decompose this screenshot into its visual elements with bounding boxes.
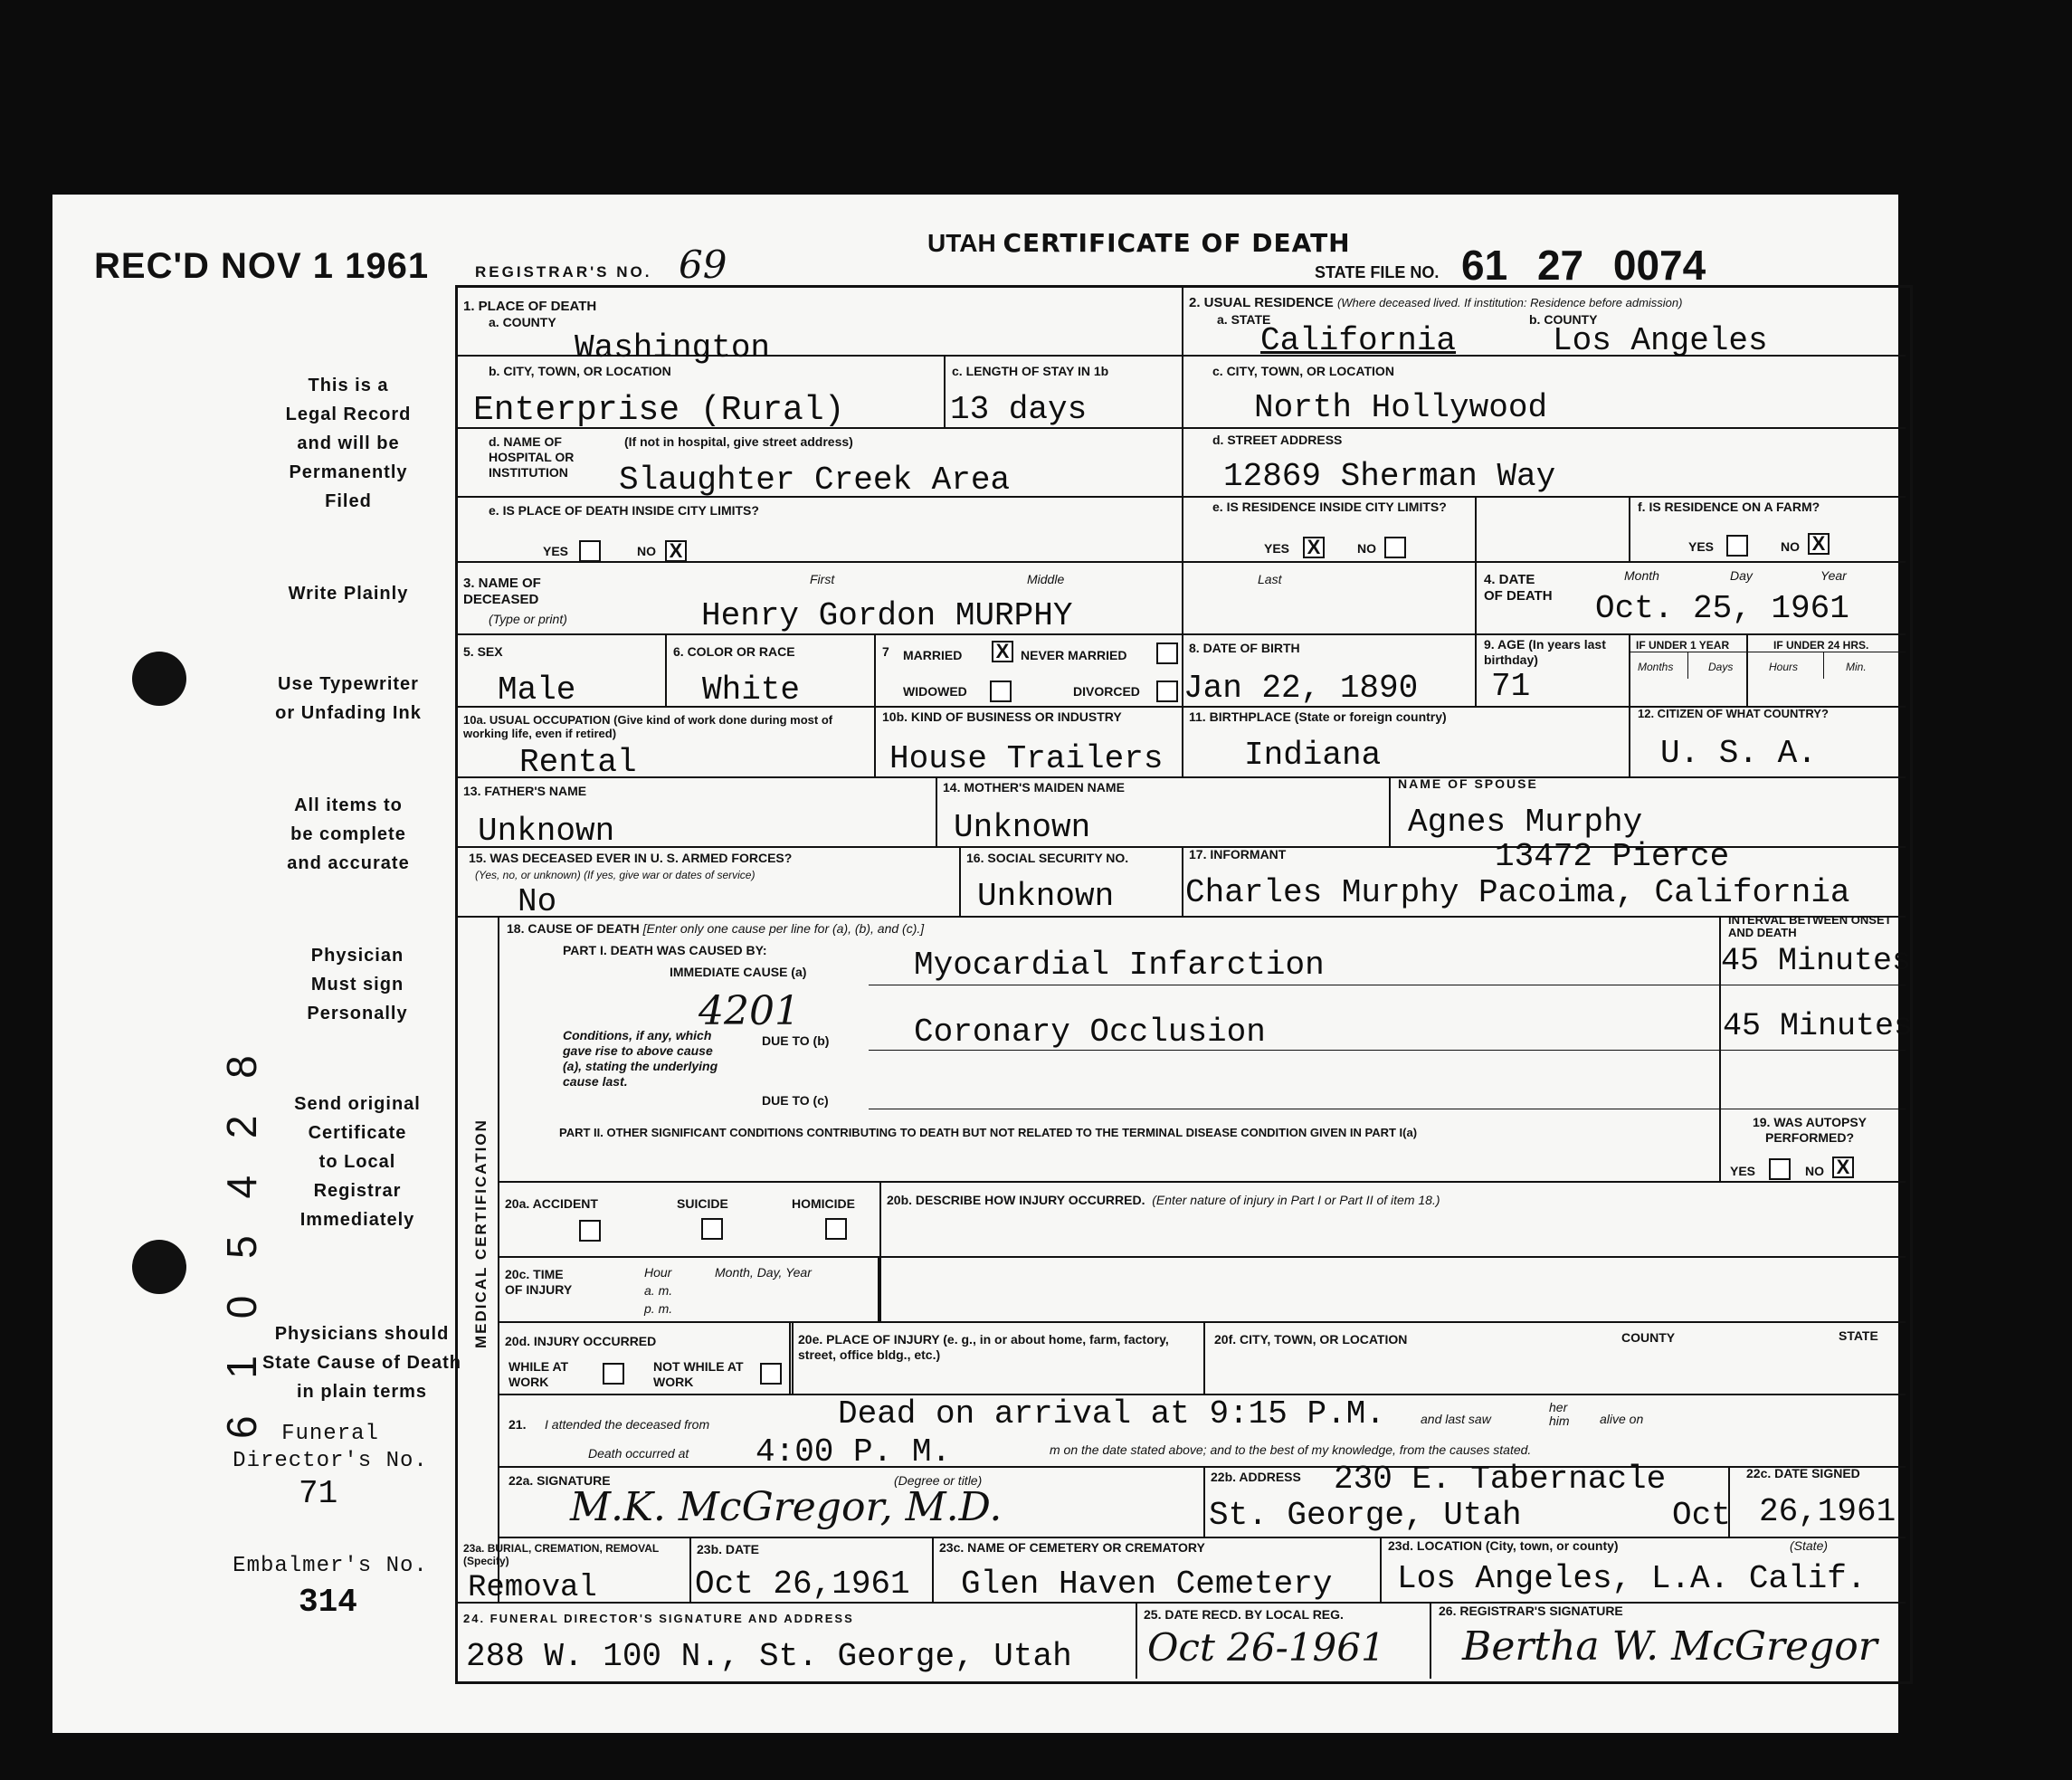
death-county-value: Washington — [575, 329, 771, 366]
registrar-signature: Bertha W. McGregor — [1462, 1623, 1877, 1670]
injury-city-label: 20f. CITY, TOWN, OR LOCATION — [1214, 1332, 1408, 1347]
death-yes-label: YES — [543, 544, 569, 558]
age-value: 71 — [1491, 668, 1531, 705]
embalmer-label: Embalmer's No. — [233, 1554, 428, 1578]
due-to-b-value: Coronary Occlusion — [914, 1014, 1266, 1051]
hours-label: Hours — [1769, 661, 1799, 673]
month-day-year-label: Month, Day, Year — [715, 1265, 812, 1280]
never-married-checkbox[interactable] — [1156, 643, 1178, 664]
interval-a-value: 45 Minutes — [1721, 943, 1912, 979]
location-state-label: (State) — [1790, 1538, 1829, 1553]
accident-label: 20a. ACCIDENT — [505, 1196, 598, 1211]
vertical-file-number: 6 1 0 5 4 2 8 — [218, 1042, 265, 1439]
punch-hole — [132, 1240, 186, 1294]
informant-value: Charles Murphy Pacoima, California — [1185, 874, 1850, 911]
place-of-death-title: 1. PLACE OF DEATH — [463, 299, 597, 314]
mother-name-label: 14. MOTHER'S MAIDEN NAME — [943, 780, 1125, 795]
armed-forces-sub: (Yes, no, or unknown) (If yes, give war or dates of service) — [475, 869, 756, 881]
suicide-label: SUICIDE — [677, 1196, 728, 1211]
location-label: 23d. LOCATION (City, town, or county) — [1388, 1538, 1619, 1553]
funeral-director-address: 288 W. 100 N., St. George, Utah — [466, 1638, 1072, 1675]
race-value: White — [702, 671, 801, 709]
funeral-director-label: Funeral Director's No. — [233, 1422, 428, 1473]
residence-county-value: Los Angeles — [1553, 322, 1768, 359]
accident-checkbox[interactable] — [579, 1220, 601, 1242]
farm-no-checkbox[interactable]: X — [1808, 533, 1830, 555]
occupation-label: 10a. USUAL OCCUPATION (Give kind of work done during most of working life, even if retired) — [463, 713, 833, 740]
side-note-write-plainly: Write Plainly — [288, 584, 409, 604]
death-occurred-value: 4:00 P. M. — [756, 1433, 952, 1471]
immediate-cause-value: Myocardial Infarction — [914, 947, 1325, 984]
middle-label: Middle — [1027, 572, 1065, 586]
father-name-label: 13. FATHER'S NAME — [463, 784, 587, 798]
disposition-label: 23a. BURIAL, CREMATION, REMOVAL (Specify) — [463, 1542, 660, 1567]
death-month-label: Month — [1624, 568, 1659, 583]
attended-label: I attended the deceased from — [545, 1417, 710, 1432]
county-label: a. COUNTY — [489, 315, 556, 329]
informant-label: 17. INFORMANT — [1189, 847, 1287, 861]
registrar-label: REGISTRAR'S NO. — [475, 263, 652, 281]
residence-yes-label: YES — [1264, 541, 1290, 556]
never-married-label: NEVER MARRIED — [1021, 648, 1127, 662]
citizen-label: 12. CITIZEN OF WHAT COUNTRY? — [1638, 707, 1829, 720]
months-label: Months — [1638, 661, 1674, 673]
date-signed-label: 22c. DATE SIGNED — [1746, 1466, 1860, 1480]
alive-on-label: alive on — [1600, 1412, 1644, 1426]
injury-occurred-label: 20d. INJURY OCCURRED — [505, 1334, 657, 1348]
autopsy-no-checkbox[interactable]: X — [1832, 1157, 1854, 1178]
farm-yes-label: YES — [1688, 539, 1715, 554]
residence-city-label: c. CITY, TOWN, OR LOCATION — [1212, 364, 1394, 378]
married-label: MARRIED — [903, 648, 963, 662]
divorced-label: DIVORCED — [1073, 684, 1140, 699]
autopsy-label: 19. WAS AUTOPSY PERFORMED? — [1752, 1115, 1868, 1145]
registrar-number: 69 — [679, 243, 727, 287]
not-while-at-work-label: NOT WHILE AT WORK — [653, 1359, 744, 1389]
hospital-note: (If not in hospital, give street address) — [624, 434, 853, 449]
disposition-date-label: 23b. DATE — [697, 1542, 759, 1556]
first-label: First — [810, 572, 835, 586]
death-city-value: Enterprise (Rural) — [473, 391, 845, 430]
side-note-physicians-should: Physicians should State Cause of Death in plain terms — [261, 1324, 462, 1402]
location-value: Los Angeles, L.A. Calif. — [1397, 1560, 1867, 1597]
citizen-value: U. S. A. — [1660, 735, 1817, 772]
under-one-year-label: IF UNDER 1 YEAR — [1636, 639, 1730, 652]
am-label: a. m. — [644, 1283, 673, 1298]
ssn-value: Unknown — [977, 878, 1115, 915]
deceased-name-value: Henry Gordon MURPHY — [701, 597, 1073, 634]
residence-state-label: a. STATE — [1217, 312, 1271, 327]
residence-no-label: NO — [1357, 541, 1376, 556]
days-label: Days — [1708, 661, 1734, 673]
divorced-checkbox[interactable] — [1156, 681, 1178, 702]
residence-inside-yes-checkbox[interactable]: X — [1303, 537, 1325, 558]
embalmer-number: 314 — [299, 1584, 357, 1621]
injury-description-label: 20b. DESCRIBE HOW INJURY OCCURRED. (Enter nature of injury in Part I or Part II of item 18.) — [887, 1193, 1440, 1207]
industry-value: House Trailers — [889, 740, 1164, 777]
deceased-name-label: 3. NAME OF DECEASED — [463, 576, 541, 607]
autopsy-no-label: NO — [1805, 1164, 1824, 1178]
interval-label: INTERVAL BETWEEN ONSET AND DEATH — [1728, 913, 1892, 939]
physician-signature: M.K. McGregor, M.D. — [570, 1484, 1003, 1530]
date-received-label: 25. DATE RECD. BY LOCAL REG. — [1144, 1607, 1344, 1622]
homicide-label: HOMICIDE — [792, 1196, 855, 1211]
hospital-label: d. NAME OF HOSPITAL OR INSTITUTION — [489, 434, 575, 480]
place-of-injury-label: 20e. PLACE OF INJURY (e. g., in or about home, farm, factory, street, office bldg., etc.) — [798, 1332, 1169, 1362]
deceased-name-sub: (Type or print) — [489, 612, 567, 626]
farm-label: f. IS RESIDENCE ON A FARM? — [1638, 500, 1820, 514]
state-file-number: 61 27 0074 — [1461, 242, 1706, 289]
date-of-death-value: Oct. 25, 1961 — [1595, 590, 1849, 627]
attended-value: Dead on arrival at 9:15 P.M. — [838, 1395, 1385, 1433]
title-prefix: UTAH — [927, 229, 996, 257]
autopsy-yes-checkbox[interactable] — [1769, 1158, 1791, 1180]
date-signed-value: 26,1961 — [1759, 1493, 1896, 1530]
cemetery-label: 23c. NAME OF CEMETERY OR CREMATORY — [939, 1540, 1205, 1555]
birthplace-value: Indiana — [1244, 737, 1382, 774]
immediate-cause-label: IMMEDIATE CAUSE (a) — [670, 965, 807, 979]
sex-value: Male — [498, 671, 576, 709]
street-label: d. STREET ADDRESS — [1212, 433, 1343, 447]
farm-yes-checkbox[interactable] — [1726, 535, 1748, 557]
not-at-work-checkbox[interactable] — [760, 1363, 782, 1385]
ssn-label: 16. SOCIAL SECURITY NO. — [966, 851, 1129, 865]
side-note-typewriter: Use Typewriter or Unfading Ink — [275, 674, 422, 723]
degree-label: (Degree or title) — [894, 1473, 983, 1488]
mother-name-value: Unknown — [954, 809, 1091, 846]
armed-forces-value: No — [518, 883, 557, 920]
death-year-label: Year — [1820, 568, 1847, 583]
funeral-director-number: 71 — [299, 1475, 338, 1512]
side-note-all-items: All items to be complete and accurate — [287, 795, 410, 873]
industry-label: 10b. KIND OF BUSINESS OR INDUSTRY — [882, 709, 1122, 724]
certificate-title — [927, 228, 1351, 258]
sex-label: 5. SEX — [463, 644, 503, 659]
residence-city-value: North Hollywood — [1254, 389, 1548, 426]
inside-city-label: e. IS PLACE OF DEATH INSIDE CITY LIMITS? — [489, 503, 759, 518]
side-note-legal: This is a Legal Record and will be Permanently Filed — [285, 376, 412, 511]
age-label: 9. AGE (In years last birthday) — [1484, 637, 1606, 667]
city-label: b. CITY, TOWN, OR LOCATION — [489, 364, 671, 378]
physician-address-line1: 230 E. Tabernacle — [1334, 1461, 1667, 1498]
while-at-work-checkbox[interactable] — [603, 1363, 624, 1385]
side-note-physician: Physician Must sign Personally — [307, 946, 408, 1023]
last-saw-label: and last saw — [1421, 1412, 1491, 1426]
residence-inside-no-checkbox[interactable] — [1384, 537, 1406, 558]
cause-code: 4201 — [699, 988, 800, 1034]
interval-b-value: 45 Minutes — [1723, 1008, 1914, 1044]
physician-signature-label: 22a. SIGNATURE — [508, 1473, 611, 1488]
homicide-checkbox[interactable] — [825, 1218, 847, 1240]
hour-label: Hour — [644, 1265, 672, 1280]
residence-inside-label: e. IS RESIDENCE INSIDE CITY LIMITS? — [1212, 500, 1447, 514]
due-to-b-label: DUE TO (b) — [762, 1033, 830, 1048]
pm-label: p. m. — [644, 1301, 673, 1316]
date-of-death-label: 4. DATE OF DEATH — [1484, 572, 1553, 604]
widowed-label: WIDOWED — [903, 684, 967, 699]
minutes-label: Min. — [1846, 661, 1867, 673]
occupation-value: Rental — [519, 744, 637, 781]
widowed-checkbox[interactable] — [990, 681, 1012, 702]
marital-number: 7 — [882, 644, 889, 659]
hospital-value: Slaughter Creek Area — [619, 462, 1011, 499]
side-note-send-original: Send original Certificate to Local Registrar Immediately — [294, 1094, 421, 1230]
state-file-label: STATE FILE NO. — [1315, 263, 1440, 281]
title-text: CERTIFICATE OF DEATH — [1003, 228, 1351, 258]
race-label: 6. COLOR OR RACE — [673, 644, 795, 659]
last-label: Last — [1258, 572, 1282, 586]
funeral-director-signature-label: 24. FUNERAL DIRECTOR'S SIGNATURE AND ADDRESS — [463, 1612, 854, 1625]
death-inside-yes-checkbox[interactable] — [579, 540, 601, 562]
part-one-label: PART I. DEATH WAS CAUSED BY: — [563, 943, 767, 957]
conditions-label: Conditions, if any, which gave rise to above cause (a), stating the underlying cause last. — [563, 1028, 718, 1089]
death-inside-no-checkbox[interactable]: X — [665, 540, 687, 562]
father-name-value: Unknown — [478, 813, 615, 850]
armed-forces-label: 15. WAS DECEASED EVER IN U. S. ARMED FORCES? — [469, 851, 793, 865]
registrar-signature-label: 26. REGISTRAR'S SIGNATURE — [1439, 1604, 1623, 1618]
physician-address-line2: St. George, Utah — [1209, 1497, 1522, 1534]
injury-state-label: STATE — [1839, 1328, 1878, 1343]
married-checkbox[interactable]: X — [992, 641, 1013, 662]
birthplace-label: 11. BIRTHPLACE (State or foreign country) — [1189, 709, 1447, 724]
under-24-hours-label: IF UNDER 24 HRS. — [1773, 639, 1869, 652]
street-value: 12869 Sherman Way — [1223, 458, 1556, 495]
birth-date-value: Jan 22, 1890 — [1183, 670, 1419, 707]
death-no-label: NO — [637, 544, 656, 558]
while-at-work-label: WHILE AT WORK — [508, 1359, 569, 1389]
part-two-label: PART II. OTHER SIGNIFICANT CONDITIONS CONTRIBUTING TO DEATH BUT NOT RELATED TO THE TERMINAL DISEASE CONDITION GIVEN IN PART I(a) — [559, 1126, 1418, 1139]
informant-address: 13472 Pierce — [1495, 838, 1730, 875]
cause-of-death-label: 18. CAUSE OF DEATH [Enter only one cause per line for (a), (b), and (c).] — [507, 921, 925, 936]
stay-label: c. LENGTH OF STAY IN 1b — [952, 364, 1109, 378]
date-signed-month: Oct — [1672, 1497, 1731, 1534]
due-to-c-label: DUE TO (c) — [762, 1093, 829, 1108]
residence-county-label: b. COUNTY — [1529, 312, 1598, 327]
residence-state-value: California — [1260, 322, 1457, 359]
spouse-label: NAME OF SPOUSE — [1398, 776, 1538, 791]
death-occurred-label: Death occurred at — [588, 1446, 689, 1461]
birth-date-label: 8. DATE OF BIRTH — [1189, 641, 1300, 655]
spouse-value: Agnes Murphy — [1408, 804, 1643, 841]
physician-address-label: 22b. ADDRESS — [1211, 1470, 1301, 1484]
received-stamp: REC'D NOV 1 1961 — [94, 246, 430, 286]
suicide-checkbox[interactable] — [701, 1218, 723, 1240]
time-of-injury-label: 20c. TIME OF INJURY — [505, 1267, 573, 1297]
death-day-label: Day — [1730, 568, 1753, 583]
injury-county-label: COUNTY — [1621, 1330, 1676, 1345]
cemetery-value: Glen Haven Cemetery — [961, 1566, 1333, 1603]
disposition-date-value: Oct 26,1961 — [695, 1566, 910, 1603]
punch-hole — [132, 652, 186, 706]
farm-no-label: NO — [1781, 539, 1800, 554]
usual-residence-title: 2. USUAL RESIDENCE (Where deceased lived. If institution: Residence before admission) — [1189, 295, 1683, 310]
death-occurred-statement: m on the date stated above; and to the best of my knowledge, from the causes stated. — [1050, 1442, 1532, 1457]
stay-value: 13 days — [950, 391, 1088, 428]
disposition-value: Removal — [468, 1571, 597, 1605]
medical-certification-label: MEDICAL CERTIFICATION — [472, 1118, 489, 1348]
her-him-label: her him — [1549, 1400, 1570, 1428]
date-received-value: Oct 26-1961 — [1147, 1625, 1385, 1670]
item-21-number: 21. — [508, 1417, 527, 1432]
autopsy-yes-label: YES — [1730, 1164, 1756, 1178]
